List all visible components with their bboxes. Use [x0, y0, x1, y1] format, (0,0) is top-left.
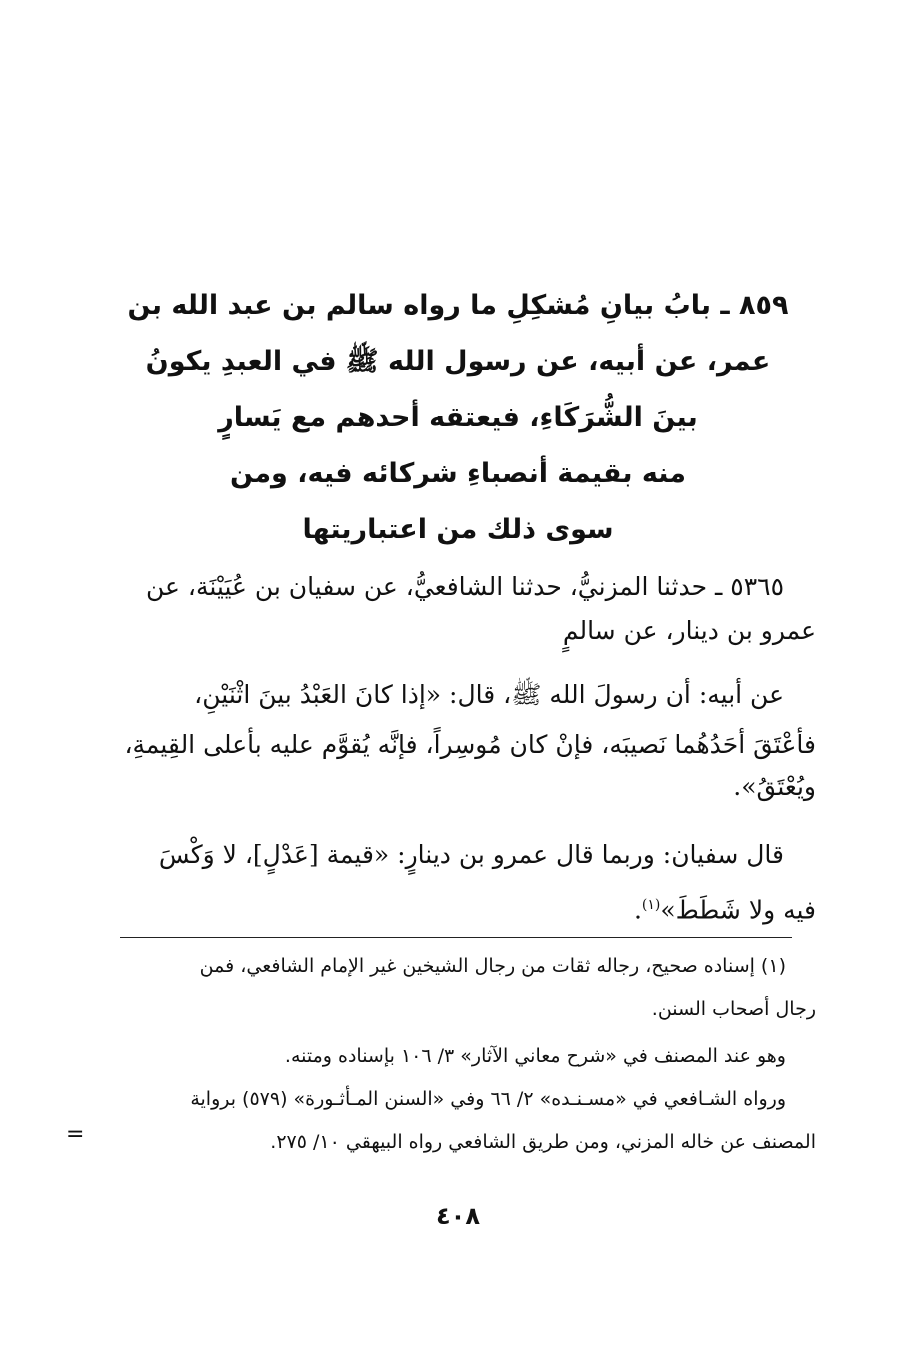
sufyan-line-text: فيه ولا شَطَطَ»: [660, 895, 816, 925]
footnote-separator: [120, 937, 792, 938]
hadith-isnad: [85, 562, 816, 656]
matn-line: عن أبيه: أن رسولَ الله ﷺ، قال: «إذا كانَ العَبْدُ بينَ اثْنَيْنِ،: [194, 680, 784, 709]
footnotes: [85, 945, 816, 1164]
chapter-heading: [100, 278, 816, 558]
footnote-reference[interactable]: (١): [641, 897, 661, 913]
footnote-line: المصنف عن خاله المزني، ومن طريق الشافعي رواه البيهقي ١٠/ ٢٧٥.: [270, 1131, 816, 1153]
footnote-line: (١) إسناده صحيح، رجاله ثقات من رجال الشيخين غير الإمام الشافعي، فمن: [199, 955, 786, 977]
sufyan-line: قال سفيان: وربما قال عمرو بن دينارٍ: «قيمة [عَدْلٍ]، لا وَكْسَ: [158, 840, 784, 869]
chapter-heading-line: بينَ الشُّرَكَاءِ، فيعتقه أحدهم مع يَسارٍ: [218, 402, 698, 433]
matn-line: ويُعْتَقُ».: [733, 772, 816, 801]
matn-line: فأعْتَقَ أحَدُهُما نَصيبَه، فإنْ كان مُوسِراً، فإنَّه يُقوَّم عليه بأعلى القِيمةِ،: [124, 730, 816, 759]
footnote-line: ورواه الشـافعي في «مسـنـده» ٢/ ٦٦ وفي «السنن المـأثـورة» (٥٧٩) برواية: [190, 1088, 786, 1110]
chapter-heading-line: منه بقيمة أنصباءِ شركائه فيه، ومن: [230, 458, 686, 489]
sufyan-line: [85, 880, 816, 935]
sufyan-line-end: .: [633, 895, 642, 925]
hadith-matn: [85, 670, 816, 812]
chapter-heading-line: عمر، عن أبيه، عن رسول الله ﷺ في العبدِ يكونُ: [145, 346, 771, 377]
isnad-line: عمرو بن دينار، عن سالمٍ: [562, 616, 816, 645]
isnad-line: ٥٣٦٥ ـ حدثنا المزنيُّ، حدثنا الشافعيُّ، عن سفيان بن عُيَيْنَة، عن: [146, 572, 784, 601]
footnote-line: وهو عند المصنف في «شرح معاني الآثار» ٣/ ١٠٦ بإسناده ومتنه.: [284, 1045, 786, 1067]
footnote-line: رجال أصحاب السنن.: [651, 998, 816, 1020]
page-number: ٤٠٨: [436, 1202, 480, 1230]
chapter-heading-line: سوى ذلك من اعتباريتها: [302, 514, 614, 545]
sufyan-statement: [85, 830, 816, 935]
continuation-mark: =: [66, 1122, 85, 1147]
chapter-heading-line: ٨٥٩ ـ بابُ بيانِ مُشكِلِ ما رواه سالم بن عبد الله بن: [127, 290, 789, 321]
